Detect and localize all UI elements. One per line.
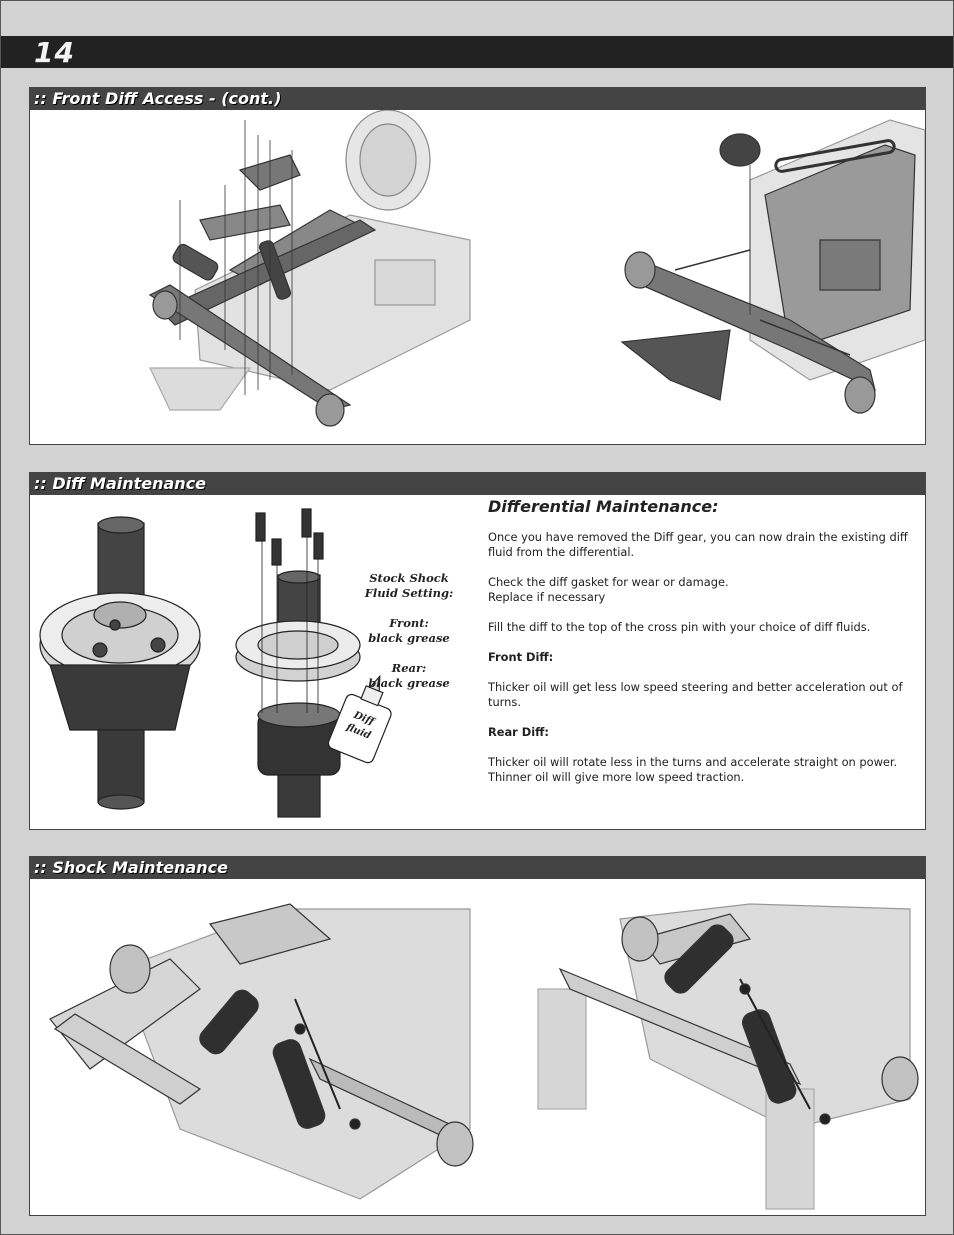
bottle-label-line2: fluid (344, 721, 373, 742)
front-diff-disassembly-illustration (30, 110, 925, 444)
shock-maintenance-illustration (30, 879, 925, 1215)
gasket-line-2: Replace if necessary (488, 590, 606, 604)
rear-diff-heading: Rear Diff: (488, 725, 549, 739)
fluid-front-label: Front: (389, 616, 429, 630)
shock-maintenance-section (29, 856, 926, 1216)
diff-maintenance-text (488, 495, 908, 800)
section-title: :: Diff Maintenance (30, 473, 925, 495)
front-diff-text: Thicker oil will get less low speed steering and better acceleration out of turns. (488, 680, 903, 709)
front-diff-access-section (29, 87, 926, 445)
fluid-front-value: black grease (368, 631, 450, 645)
fluid-rear-label: Rear: (391, 661, 427, 675)
section-title: :: Shock Maintenance (30, 857, 925, 879)
rear-diff-text: Thicker oil will rotate less in the turns and accelerate straight on power. Thinner oil will give more low speed traction. (488, 755, 898, 784)
paragraph-fill: Fill the diff to the top of the cross pin with your choice of diff fluids. (488, 620, 871, 634)
bottle-label-line1: Diff (352, 709, 376, 728)
fluid-setting-callout (350, 571, 468, 691)
paragraph-gasket (488, 575, 908, 605)
fluid-rear-value: black grease (368, 676, 450, 690)
fluid-setting-title-2: Fluid Setting: (364, 586, 454, 600)
header-bar (1, 36, 953, 68)
section-title: :: Front Diff Access - (cont.) (30, 88, 925, 110)
page-number: 14 (34, 36, 75, 69)
fluid-setting-title-1: Stock Shock (369, 571, 449, 585)
front-diff-heading: Front Diff: (488, 650, 554, 664)
gasket-line-1: Check the diff gasket for wear or damage. (488, 575, 729, 589)
paragraph-drain: Once you have removed the Diff gear, you can now drain the existing diff fluid from the differential. (488, 530, 908, 559)
diff-maintenance-section (29, 472, 926, 830)
diff-heading: Differential Maintenance: (488, 497, 719, 516)
